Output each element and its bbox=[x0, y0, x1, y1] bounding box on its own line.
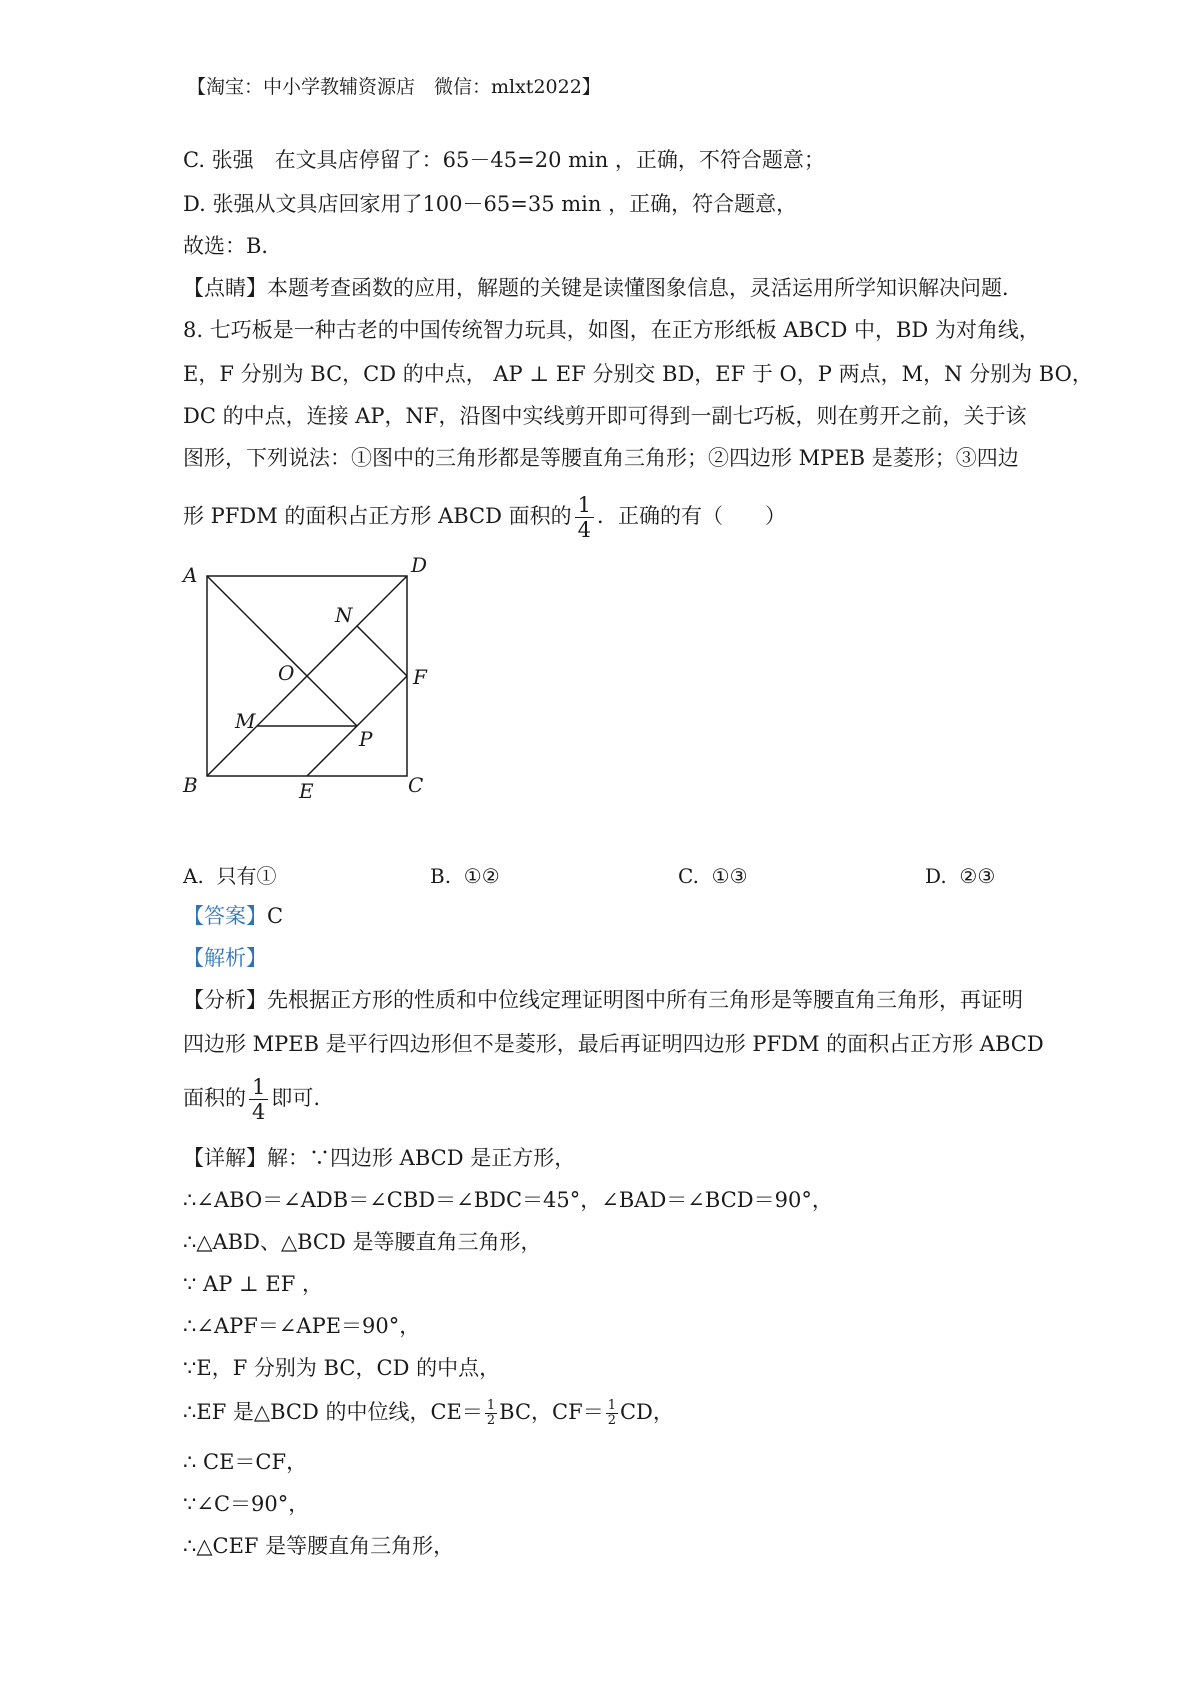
solution-line-8: ∴ CE＝CF， bbox=[183, 1450, 308, 1474]
label-b: B bbox=[183, 773, 198, 797]
analysis-line-2: 四边形 MPEB 是平行四边形但不是菱形，最后再证明四边形 PFDM 的面积占正方形 ABCD bbox=[183, 1032, 1044, 1056]
option-c-label: C. bbox=[678, 864, 699, 888]
option-c bbox=[678, 862, 748, 890]
option-a-text: 只有① bbox=[216, 864, 277, 888]
solution-line-3: ∴△ABD、△BCD 是等腰直角三角形， bbox=[183, 1230, 542, 1254]
solution-line-2: ∴∠ABO＝∠ADB＝∠CBD＝∠BDC＝45°，∠BAD＝∠BCD＝90°， bbox=[183, 1188, 833, 1212]
fraction-denominator: 4 bbox=[577, 518, 592, 542]
option-b-label: B. bbox=[430, 864, 452, 888]
option-d-label: D. bbox=[925, 864, 947, 888]
solution-line-6: ∵E，F 分别为 BC，CD 的中点， bbox=[183, 1356, 501, 1380]
fraction-denominator: 4 bbox=[252, 1100, 266, 1124]
label-e: E bbox=[299, 779, 314, 798]
option-b bbox=[430, 862, 500, 890]
question-line-5-text: 形 PFDM 的面积占正方形 ABCD 面积的 bbox=[183, 504, 572, 528]
solution-line-9: ∵∠C＝90°， bbox=[183, 1492, 310, 1516]
half-fraction-1 bbox=[485, 1399, 497, 1428]
quarter-fraction-analysis bbox=[249, 1075, 268, 1124]
solution-line-1: 【详解】解：∵四边形 ABCD 是正方形， bbox=[183, 1146, 576, 1170]
segment-nf bbox=[357, 626, 407, 676]
question-line-5 bbox=[183, 488, 786, 544]
question-line-5-end: ．正确的有（ ） bbox=[597, 504, 787, 528]
half-denominator: 2 bbox=[607, 1413, 616, 1428]
half-numerator: 1 bbox=[607, 1398, 616, 1413]
question-line-3: DC 的中点，连接 AP，NF，沿图中实线剪开即可得到一副七巧板，则在剪开之前，关于该 bbox=[183, 404, 1027, 428]
option-d-text: ②③ bbox=[959, 864, 996, 888]
label-a: A bbox=[183, 563, 198, 587]
answer-line bbox=[183, 902, 283, 930]
question-line-1: 8. 七巧板是一种古老的中国传统智力玩具，如图，在正方形纸板 ABCD 中，BD 为对角线， bbox=[183, 318, 1040, 342]
label-d: D bbox=[411, 553, 428, 577]
question-line-2: E，F 分别为 BC，CD 的中点， AP ⊥ EF 分别交 BD，EF 于 O，P 两点，M，N 分别为 BO， bbox=[183, 362, 1093, 386]
solution-line-7 bbox=[183, 1392, 674, 1432]
segment-ap bbox=[207, 576, 357, 726]
label-m: M bbox=[235, 709, 256, 733]
choose-line: 故选：B． bbox=[183, 234, 283, 258]
label-f: F bbox=[413, 665, 427, 689]
option-c-explanation: C. 张强 在文具店停留了：65－45=20 min ，正确，不符合题意； bbox=[183, 148, 825, 172]
solution-line-7-text: ∴EF 是△BCD 的中位线，CE＝ bbox=[183, 1400, 483, 1424]
solution-line-10: ∴△CEF 是等腰直角三角形， bbox=[183, 1534, 455, 1558]
option-b-text: ①② bbox=[463, 864, 500, 888]
fraction-numerator: 1 bbox=[575, 493, 594, 518]
analysis-line-3 bbox=[183, 1070, 320, 1126]
option-d bbox=[925, 862, 995, 890]
tangram-figure bbox=[175, 548, 435, 798]
label-n: N bbox=[335, 603, 353, 627]
solution-line-4: ∵ AP ⊥ EF ， bbox=[183, 1272, 324, 1296]
label-c: C bbox=[408, 773, 424, 797]
option-d-explanation: D. 张强从文具店回家用了100－65=35 min ，正确，符合题意， bbox=[183, 192, 798, 216]
answer-tag: 【答案】 bbox=[183, 904, 267, 928]
half-denominator: 2 bbox=[486, 1413, 496, 1428]
half-numerator: 1 bbox=[486, 1398, 496, 1413]
analysis-line-3-text: 面积的 bbox=[183, 1086, 246, 1110]
fraction-numerator: 1 bbox=[249, 1075, 268, 1100]
option-a bbox=[183, 862, 277, 890]
option-a-label: A. bbox=[183, 864, 204, 888]
label-p: P bbox=[359, 727, 373, 751]
label-o: O bbox=[278, 661, 295, 685]
solution-line-7-end: CD， bbox=[619, 1400, 674, 1424]
solution-line-5: ∴∠APF＝∠APE＝90°， bbox=[183, 1314, 421, 1338]
question-line-4: 图形，下列说法：①图中的三角形都是等腰直角三角形；②四边形 MPEB 是菱形；③四边 bbox=[183, 446, 1019, 470]
solution-line-7-mid: BC，CF＝ bbox=[499, 1400, 604, 1424]
option-c-text: ①③ bbox=[711, 864, 748, 888]
quarter-fraction bbox=[575, 493, 594, 542]
comment-line: 【点睛】本题考查函数的应用，解题的关键是读懂图象信息，灵活运用所学知识解决问题． bbox=[183, 276, 1023, 300]
analysis-line-3-end: 即可. bbox=[271, 1086, 321, 1110]
page-header-watermark: 【淘宝：中小学教辅资源店 微信：mlxt2022】 bbox=[187, 76, 601, 98]
answer-value: C bbox=[267, 904, 284, 928]
analysis-tag: 【解析】 bbox=[183, 946, 267, 970]
analysis-line-1: 【分析】先根据正方形的性质和中位线定理证明图中所有三角形是等腰直角三角形，再证明 bbox=[183, 988, 1023, 1012]
half-fraction-2 bbox=[606, 1399, 618, 1428]
